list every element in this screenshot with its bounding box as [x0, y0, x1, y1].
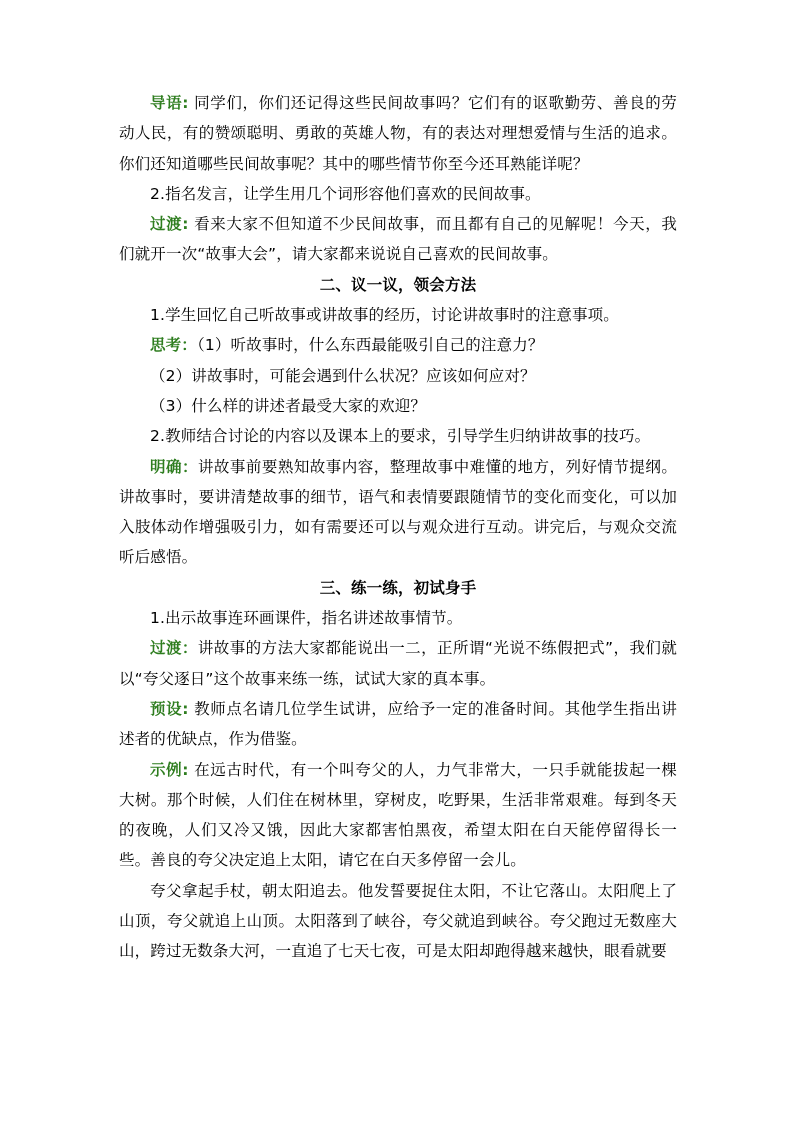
paragraph: 1.学生回忆自己听故事或讲故事的经历，讨论讲故事时的注意事项。 — [150, 306, 619, 325]
paragraph-think — [119, 330, 677, 360]
paragraph-text: 在远古时代，有一个叫夸父的人，力气非常大，一只手就能拔起一棵大树。那个时候，人们住在树林里，穿树皮，吃野果，生活非常艰难。每到冬天的夜晚，人们又冷又饿，因此大家都害怕黑夜，希望太阳在白天能停留得长一些。善良的夸父决定追上太阳，请它在白天多停留一会儿。 — [119, 760, 677, 870]
question-item: （2）讲故事时，可能会遇到什么状况？应该如何应对？ — [150, 366, 536, 385]
paragraph-text: 教师点名请几位学生试讲，应给予一定的准备时间。其他学生指出讲述者的优缺点，作为借鉴。 — [119, 699, 677, 749]
paragraph-text: 看来大家不但知道不少民间故事，而且都有自己的见解呢！今天，我们就开一次“故事大会”，请大家都来说说自己喜欢的民间故事。 — [119, 215, 677, 264]
paragraph: 1.出示故事连环画课件，指名讲述故事情节。 — [150, 609, 463, 628]
paragraph-clarify — [119, 452, 677, 573]
document-page — [119, 88, 677, 967]
paragraph-text: 讲故事的方法大家都能说出一二，正所谓“光说不练假把式”，我们就以“夸父逐日”这个故事来练一练，试试大家的真本事。 — [119, 639, 677, 688]
lead-label: 过渡： — [150, 639, 198, 658]
paragraph: 2.指名发言，让学生用几个词形容他们喜欢的民间故事。 — [150, 184, 541, 203]
lead-label: 导语: — [150, 94, 189, 112]
paragraph-intro — [119, 88, 677, 179]
lead-label: 过渡: — [150, 215, 189, 234]
paragraph-example — [119, 755, 677, 876]
paragraph: 2.教师结合讨论的内容以及课本上的要求，引导学生归纳讲故事的技巧。 — [150, 427, 651, 446]
paragraph-text: 讲故事前要熟知故事内容，整理故事中难懂的地方，列好情节提纲。讲故事时，要讲清楚故事的细节，语气和表情要跟随情节的变化而变化，可以加入肢体动作增强吸引力，如有需要还可以与观众进行互动。讲完后，与观众交流听后感悟。 — [119, 457, 677, 567]
paragraph-preset — [119, 694, 677, 755]
question-item: （3）什么样的讲述者最受大家的欢迎？ — [150, 396, 427, 415]
lead-label: 明确： — [150, 457, 198, 476]
paragraph-text: （1）听故事时，什么东西最能吸引自己的注意力？ — [196, 336, 544, 355]
paragraph-transition — [119, 633, 677, 694]
lead-label: 示例: — [150, 760, 189, 779]
paragraph-transition — [119, 209, 677, 270]
lead-label: 思考： — [150, 336, 197, 355]
paragraph-story: 夸父拿起手杖，朝太阳追去。他发誓要捉住太阳，不让它落山。太阳爬上了山顶，夸父就追上山顶。太阳落到了峡谷，夸父就追到峡谷。夸父跑过无数座大山，跨过无数条大河，一直追了七天七夜，可是太阳却跑得越来越快，眼看就要 — [119, 881, 677, 961]
lead-label: 预设: — [150, 699, 189, 718]
section-heading: 三、练一练，初试身手 — [319, 578, 477, 597]
paragraph-text: 同学们，你们还记得这些民间故事吗？它们有的讴歌勤劳、善良的劳动人民，有的赞颂聪明、勇敢的英雄人物，有的表达对理想爱情与生活的追求。你们还知道哪些民间故事呢？其中的哪些情节你至今还耳熟能详呢？ — [119, 94, 677, 173]
section-heading: 二、议一议，领会方法 — [319, 275, 477, 294]
